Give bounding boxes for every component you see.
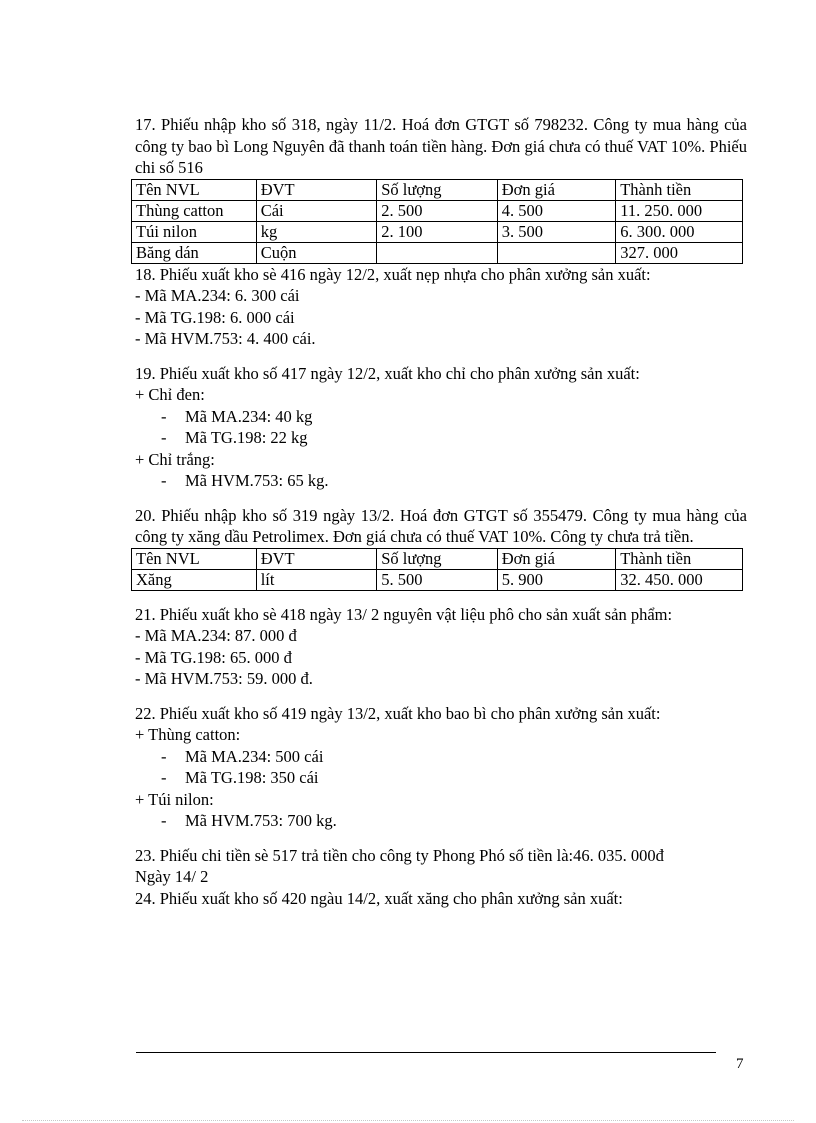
date-line: Ngày 14/ 2 bbox=[135, 867, 209, 886]
table-cell: lít bbox=[256, 569, 377, 590]
document-body bbox=[135, 114, 747, 909]
spacer bbox=[135, 591, 747, 604]
item-21-text: 21. Phiếu xuất kho sè 418 ngày 13/ 2 nguyên vật liệu phô cho sản xuất sản phẩm: bbox=[135, 604, 673, 624]
table-header-row bbox=[132, 548, 743, 569]
spacer bbox=[135, 832, 747, 845]
item-23-text: 23. Phiếu chi tiền sè 517 trả tiền cho công ty Phong Phó số tiền là:46. 035. 000đ bbox=[135, 845, 664, 865]
table-cell: Cái bbox=[256, 200, 377, 221]
table-cell: 2. 500 bbox=[377, 200, 498, 221]
table-cell: Túi nilon bbox=[132, 221, 257, 242]
list-item: - Mã MA.234: 87. 000 đ bbox=[135, 626, 297, 645]
item-24-text: 24. Phiếu xuất kho số 420 ngàu 14/2, xuất xăng cho phân xưởng sản xuất: bbox=[135, 888, 623, 908]
table-row bbox=[132, 569, 743, 590]
table-cell: Xăng bbox=[132, 569, 257, 590]
table-cell bbox=[497, 242, 615, 263]
table-cell: 2. 100 bbox=[377, 221, 498, 242]
table-cell bbox=[377, 242, 498, 263]
table-header-cell: Tên NVL bbox=[132, 179, 257, 200]
bullet-dash: - bbox=[161, 746, 167, 766]
table-cell: 32. 450. 000 bbox=[616, 569, 743, 590]
table-header-cell: Đơn giá bbox=[497, 548, 615, 569]
table-cell: 5. 500 bbox=[377, 569, 498, 590]
list-item bbox=[135, 470, 747, 492]
table-header-cell: Tên NVL bbox=[132, 548, 257, 569]
bullet-dash: - bbox=[161, 428, 167, 447]
table-row bbox=[132, 242, 743, 263]
table-cell: 11. 250. 000 bbox=[616, 200, 743, 221]
table-header-cell: Thành tiền bbox=[616, 548, 743, 569]
list-item bbox=[135, 406, 747, 428]
item-22-text: 22. Phiếu xuất kho số 419 ngày 13/2, xuất kho bao bì cho phân xưởng sản xuất: bbox=[135, 703, 661, 723]
list-item: - Mã TG.198: 65. 000 đ bbox=[135, 647, 292, 667]
table-header-cell: Số lượng bbox=[377, 548, 498, 569]
list-item-text: Mã MA.234: 40 kg bbox=[185, 406, 313, 426]
item-18-text: 18. Phiếu xuất kho sè 416 ngày 12/2, xuất nẹp nhựa cho phân xưởng sản xuất: bbox=[135, 264, 651, 284]
list-item-text: Mã TG.198: 350 cái bbox=[185, 768, 319, 787]
table-header-cell: ĐVT bbox=[256, 179, 377, 200]
spacer bbox=[135, 350, 747, 363]
table-row bbox=[132, 221, 743, 242]
table-header-cell: Đơn giá bbox=[497, 179, 615, 200]
bullet-dash: - bbox=[161, 811, 167, 830]
list-item-text: Mã MA.234: 500 cái bbox=[185, 746, 324, 766]
list-item: - Mã TG.198: 6. 000 cái bbox=[135, 307, 295, 327]
list-item: - Mã HVM.753: 59. 000 đ. bbox=[135, 669, 313, 688]
table-row bbox=[132, 200, 743, 221]
item-20-text: 20. Phiếu nhập kho số 319 ngày 13/2. Hoá đơn GTGT số 355479. Công ty mua hàng của công ty xăng dầu Petrolimex. Đơn giá chưa có thuế VAT 10%. Công ty chưa trả tiền. bbox=[135, 505, 747, 546]
page-number: 7 bbox=[736, 1056, 744, 1072]
table-header-cell: ĐVT bbox=[256, 548, 377, 569]
table-cell: 3. 500 bbox=[497, 221, 615, 242]
footer-divider bbox=[136, 1052, 716, 1053]
item-17-table bbox=[131, 179, 743, 264]
list-item: - Mã MA.234: 6. 300 cái bbox=[135, 286, 300, 305]
bullet-dash: - bbox=[161, 471, 167, 490]
bullet-dash: - bbox=[161, 768, 167, 787]
table-cell: Thùng catton bbox=[132, 200, 257, 221]
item-17-text: 17. Phiếu nhập kho số 318, ngày 11/2. Hoá đơn GTGT số 798232. Công ty mua hàng của công ty bao bì Long Nguyên đã thanh toán tiền hàng. Đơn giá chưa có thuế VAT 10%. Phiếu chi số 516 bbox=[135, 115, 747, 177]
list-item-text: Mã HVM.753: 65 kg. bbox=[185, 471, 329, 490]
list-item bbox=[135, 767, 747, 789]
group-heading: + Thùng catton: bbox=[135, 725, 241, 744]
item-19-text: 19. Phiếu xuất kho số 417 ngày 12/2, xuất kho chỉ cho phân xưởng sản xuất: bbox=[135, 363, 640, 383]
table-cell: Cuộn bbox=[256, 242, 377, 263]
table-cell: 4. 500 bbox=[497, 200, 615, 221]
table-header-row bbox=[132, 179, 743, 200]
group-heading: + Chỉ trắng: bbox=[135, 449, 215, 469]
table-cell: 327. 000 bbox=[616, 242, 743, 263]
group-heading: + Túi nilon: bbox=[135, 789, 214, 809]
table-cell: Băng dán bbox=[132, 242, 257, 263]
list-item bbox=[135, 746, 747, 768]
table-cell: 6. 300. 000 bbox=[616, 221, 743, 242]
group-heading: + Chỉ đen: bbox=[135, 385, 205, 404]
table-cell: 5. 900 bbox=[497, 569, 615, 590]
item-20-table bbox=[131, 548, 743, 591]
list-item bbox=[135, 427, 747, 449]
spacer bbox=[135, 492, 747, 505]
list-item: - Mã HVM.753: 4. 400 cái. bbox=[135, 329, 316, 348]
list-item-text: Mã HVM.753: 700 kg. bbox=[185, 811, 337, 830]
spacer bbox=[135, 690, 747, 703]
list-item bbox=[135, 810, 747, 832]
list-item-text: Mã TG.198: 22 kg bbox=[185, 428, 308, 447]
table-cell: kg bbox=[256, 221, 377, 242]
bullet-dash: - bbox=[161, 406, 167, 426]
table-header-cell: Thành tiền bbox=[616, 179, 743, 200]
page-edge-divider bbox=[22, 1120, 794, 1121]
table-header-cell: Số lượng bbox=[377, 179, 498, 200]
